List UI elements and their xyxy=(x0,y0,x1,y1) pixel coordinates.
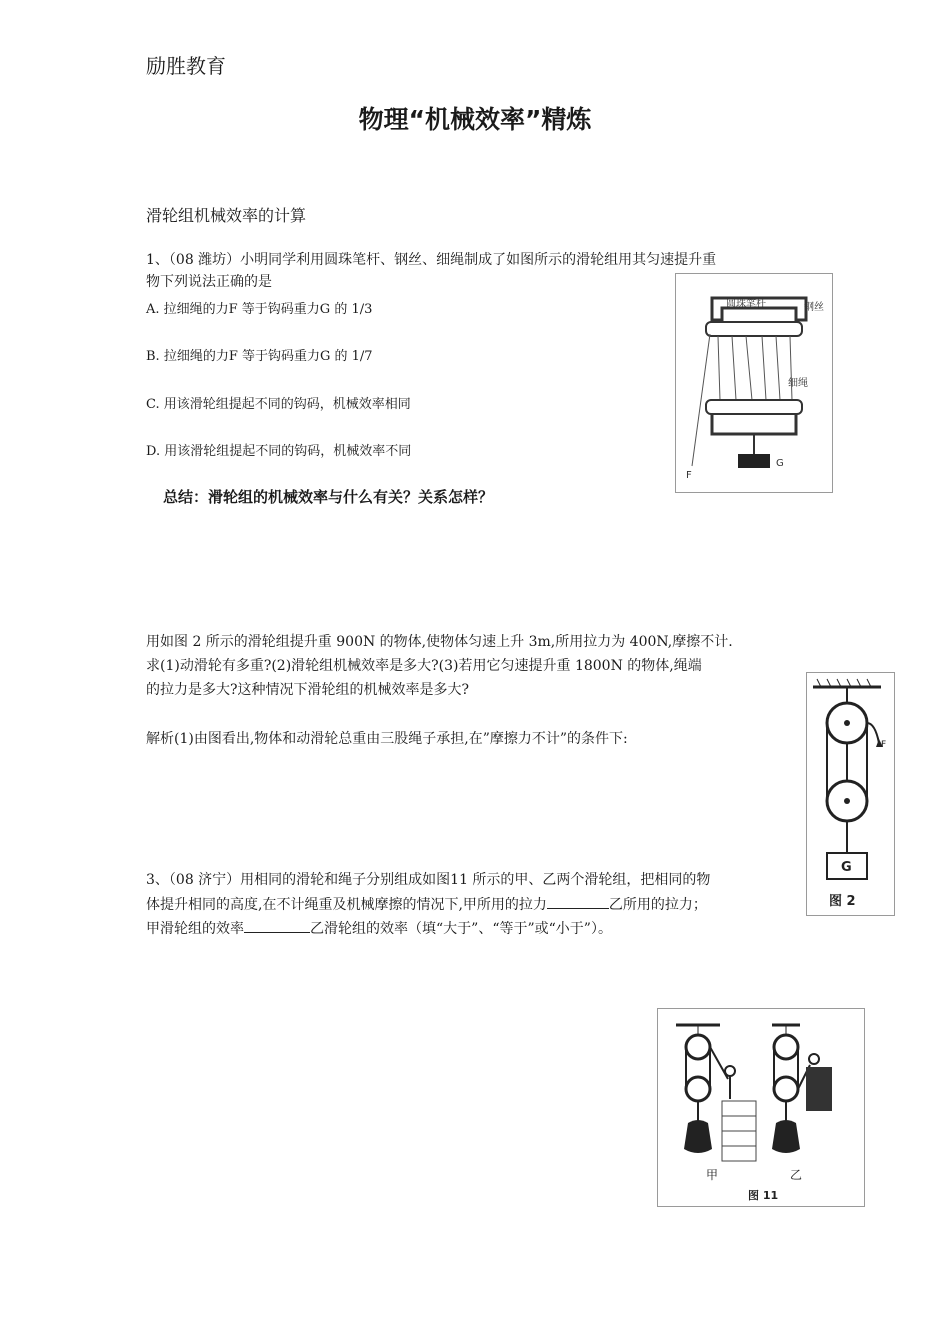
q2-fig-caption: 图 2 xyxy=(829,894,856,909)
page-title: 物理“机械效率”精炼 xyxy=(358,105,592,134)
q1-fig-label-g: G xyxy=(776,458,784,469)
header-org: 励胜教育 xyxy=(146,54,226,78)
q3-fig-caption: 图 11 xyxy=(748,1189,779,1202)
q3-line3-text-b: 乙滑轮组的效率（填“大于”、“等于”或“小于”）。 xyxy=(310,921,612,937)
q3-line2 xyxy=(146,894,707,915)
q2-fig-label-g: G xyxy=(841,860,852,875)
q3-line3-text-a: 甲滑轮组的效率 xyxy=(146,921,244,937)
q1-fig-label-rope: 细绳 xyxy=(788,378,808,389)
q1-figure-pen-pulley xyxy=(675,273,833,493)
q2-line3: 的拉力是多大?这种情况下滑轮组的机械效率是多大? xyxy=(146,682,470,698)
q3-line3 xyxy=(146,918,612,939)
q1-option-d: D. 用该滑轮组提起不同的钩码，机械效率不同 xyxy=(146,444,412,459)
q1-summary: 总结：滑轮组的机械效率与什么有关？关系怎样？ xyxy=(163,488,494,506)
q1-option-a: A. 拉细绳的力F 等于钩码重力G 的 1/3 xyxy=(146,302,373,317)
q2-line2: 求(1)动滑轮有多重?(2)滑轮组机械效率是多大?(3)若用它匀速提升重 1800N 的物体,绳端 xyxy=(146,658,702,674)
q2-line1: 用如图 2 所示的滑轮组提升重 900N 的物体,使物体匀速上升 3m,所用拉力为 400N,摩擦不计. xyxy=(146,634,733,650)
q2-analysis: 解析(1)由图看出,物体和动滑轮总重由三股绳子承担,在”摩擦力不计”的条件下: xyxy=(146,731,628,747)
q3-line2-text-b: 乙所用的拉力； xyxy=(608,897,707,913)
section-title: 滑轮组机械效率的计算 xyxy=(146,206,307,225)
q1-line1: 1、（08 潍坊）小明同学利用圆珠笔杆、钢丝、细绳制成了如图所示的滑轮组用其匀速提升重 xyxy=(146,252,717,268)
q3-line1: 3、（08 济宁）用相同的滑轮和绳子分别组成如图11 所示的甲、乙两个滑轮组，把相同的物 xyxy=(146,872,711,888)
q3-blank-2[interactable] xyxy=(244,918,310,933)
q3-figure-two-pulley-systems xyxy=(657,1008,865,1207)
q3-line2-text-a: 体提升相同的高度,在不计绳重及机械摩擦的情况下,甲所用的拉力 xyxy=(146,897,547,913)
q3-fig-label-jia: 甲 xyxy=(706,1168,719,1182)
q1-fig-label-wire: 钢丝 xyxy=(804,302,824,313)
q1-line2: 物下列说法正确的是 xyxy=(146,274,272,290)
q1-fig-label-pen: 圆珠笔杆 xyxy=(726,299,766,310)
q1-option-c: C. 用该滑轮组提起不同的钩码，机械效率相同 xyxy=(146,397,411,412)
q2-figure-pulley-system xyxy=(806,672,895,916)
q3-fig-label-yi: 乙 xyxy=(790,1168,803,1182)
q1-fig-label-f: F xyxy=(686,470,692,481)
q1-option-b: B. 拉细绳的力F 等于钩码重力G 的 1/7 xyxy=(146,349,373,364)
q2-fig-label-f: F xyxy=(881,740,887,750)
q3-blank-1[interactable] xyxy=(547,894,609,909)
